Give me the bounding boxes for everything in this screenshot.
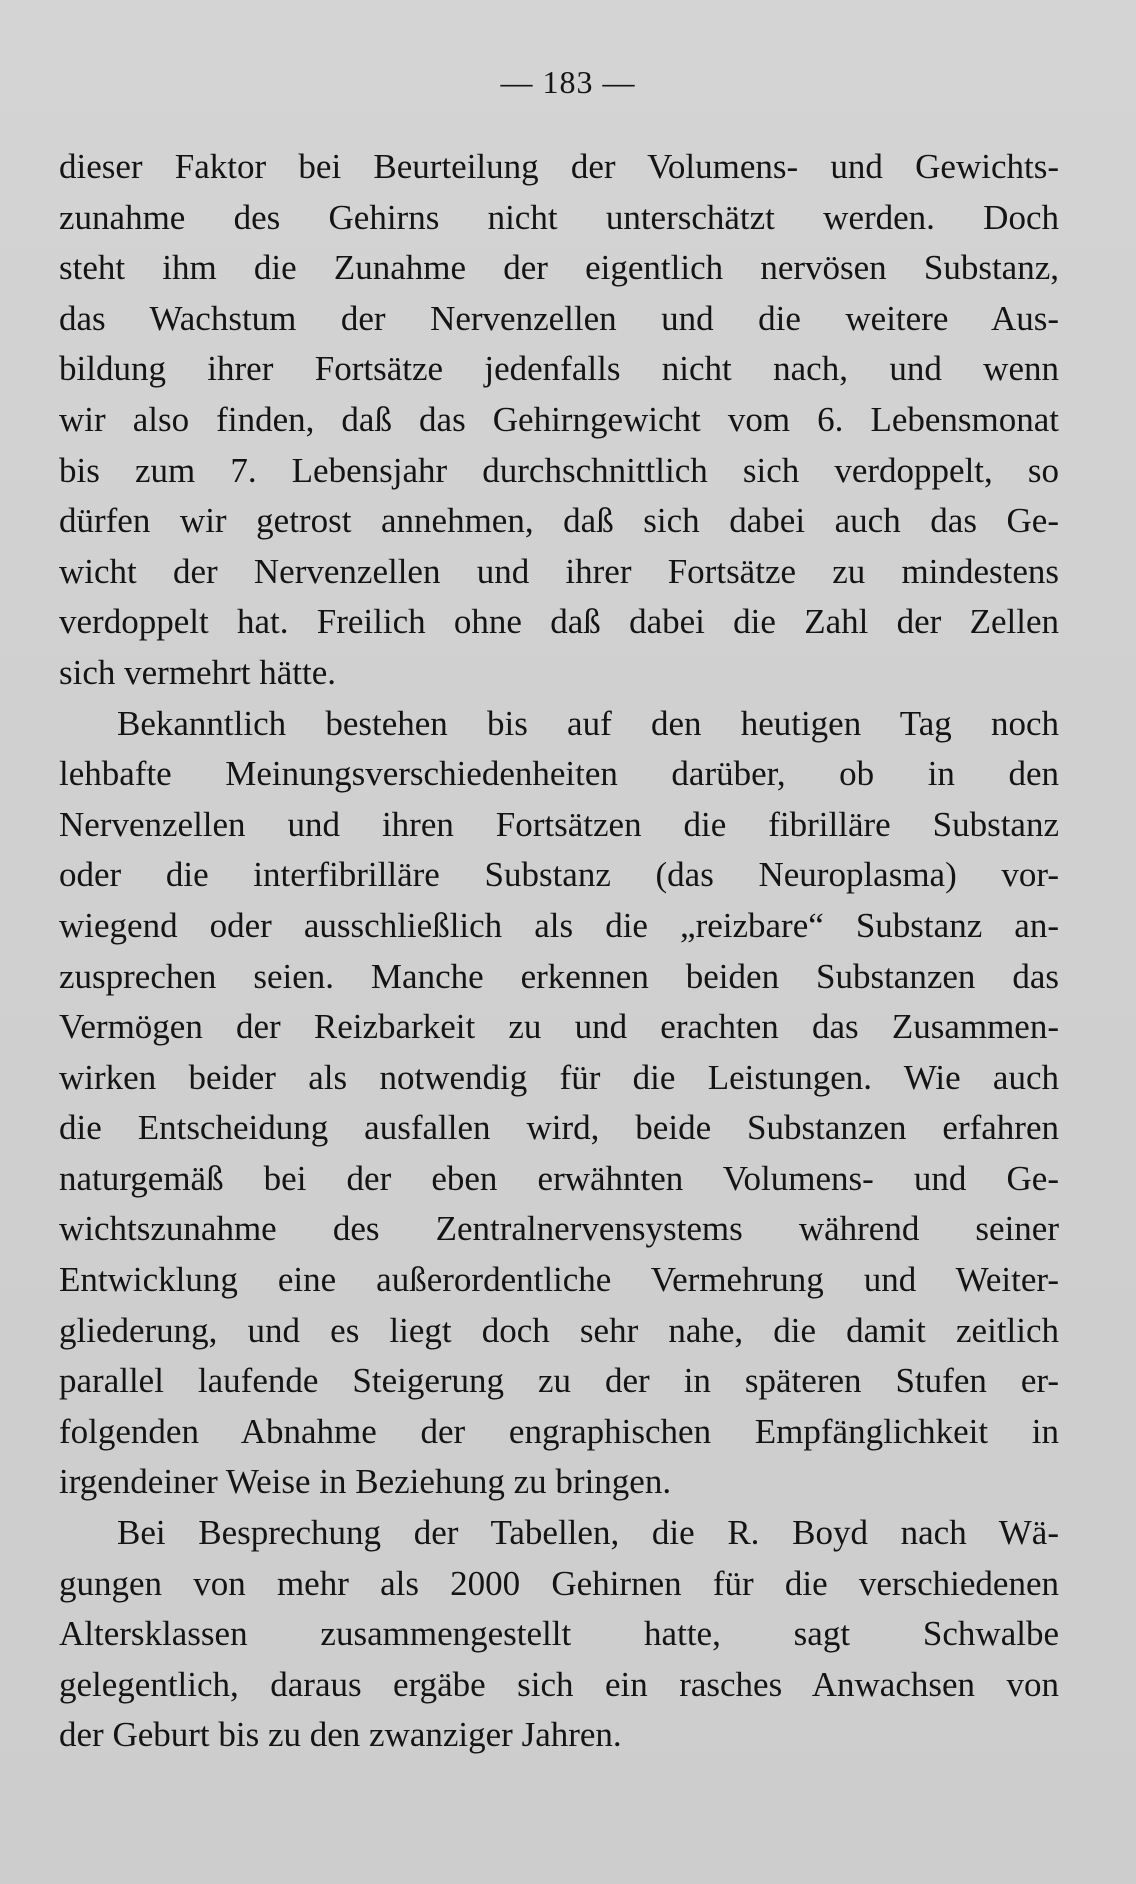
text-line: Vermögen der Reizbarkeit zu und erachten das Zusammen-: [59, 1007, 1059, 1047]
text-line: Bekanntlich bestehen bis auf den heutigen Tag noch: [117, 703, 1059, 743]
text-line: die Entscheidung ausfallen wird, beide Substanzen erfahren: [59, 1108, 1059, 1148]
body-text: [59, 142, 1059, 1761]
text-line: gelegentlich, daraus ergäbe sich ein rasches Anwachsen von: [59, 1664, 1059, 1704]
text-line: wir also finden, daß das Gehirngewicht vom 6. Lebensmonat: [59, 399, 1059, 439]
text-line: wichtszunahme des Zentralnervensystems während seiner: [59, 1209, 1059, 1249]
text-line: folgenden Abnahme der engraphischen Empfänglichkeit in: [59, 1411, 1059, 1451]
text-line: das Wachstum der Nervenzellen und die weitere Aus-: [59, 298, 1059, 338]
text-line: wirken beider als notwendig für die Leistungen. Wie auch: [59, 1057, 1059, 1097]
text-line: wiegend oder ausschließlich als die „reizbare“ Substanz an-: [59, 905, 1059, 945]
text-line: bildung ihrer Fortsätze jedenfalls nicht nach, und wenn: [59, 349, 1059, 389]
text-line: lehbafte Meinungsverschiedenheiten darüber, ob in den: [59, 754, 1059, 794]
text-line: parallel laufende Steigerung zu der in späteren Stufen er-: [59, 1361, 1059, 1401]
text-line: Nervenzellen und ihren Fortsätzen die fibrilläre Substanz: [59, 804, 1059, 844]
text-line: Entwicklung eine außerordentliche Vermehrung und Weiter-: [59, 1260, 1059, 1300]
text-line: Bei Besprechung der Tabellen, die R. Boyd nach Wä-: [117, 1513, 1059, 1553]
text-line: oder die interfibrilläre Substanz (das Neuroplasma) vor-: [59, 855, 1059, 895]
text-line: wicht der Nervenzellen und ihrer Fortsätze zu mindestens: [59, 551, 1059, 591]
text-line: gungen von mehr als 2000 Gehirnen für die verschiedenen: [59, 1563, 1059, 1603]
text-line: gliederung, und es liegt doch sehr nahe, die damit zeitlich: [59, 1310, 1059, 1350]
text-line: irgendeiner Weise in Beziehung zu bringen.: [59, 1462, 672, 1502]
text-line: bis zum 7. Lebensjahr durchschnittlich sich verdoppelt, so: [59, 450, 1059, 490]
text-line: steht ihm die Zunahme der eigentlich nervösen Substanz,: [59, 248, 1059, 288]
text-line: verdoppelt hat. Freilich ohne daß dabei die Zahl der Zellen: [59, 602, 1059, 642]
text-line: zunahme des Gehirns nicht unterschätzt werden. Doch: [59, 197, 1059, 237]
page-number: — 183 —: [500, 64, 636, 100]
text-line: sich vermehrt hätte.: [59, 652, 336, 692]
text-line: naturgemäß bei der eben erwähnten Volumens- und Ge-: [59, 1158, 1059, 1198]
text-line: Altersklassen zusammengestellt hatte, sagt Schwalbe: [59, 1614, 1059, 1654]
text-line: dürfen wir getrost annehmen, daß sich dabei auch das Ge-: [59, 501, 1059, 541]
text-line: dieser Faktor bei Beurteilung der Volumens- und Gewichts-: [59, 147, 1059, 186]
text-line: der Geburt bis zu den zwanziger Jahren.: [59, 1715, 622, 1755]
text-line: zusprechen seien. Manche erkennen beiden Substanzen das: [59, 956, 1059, 996]
